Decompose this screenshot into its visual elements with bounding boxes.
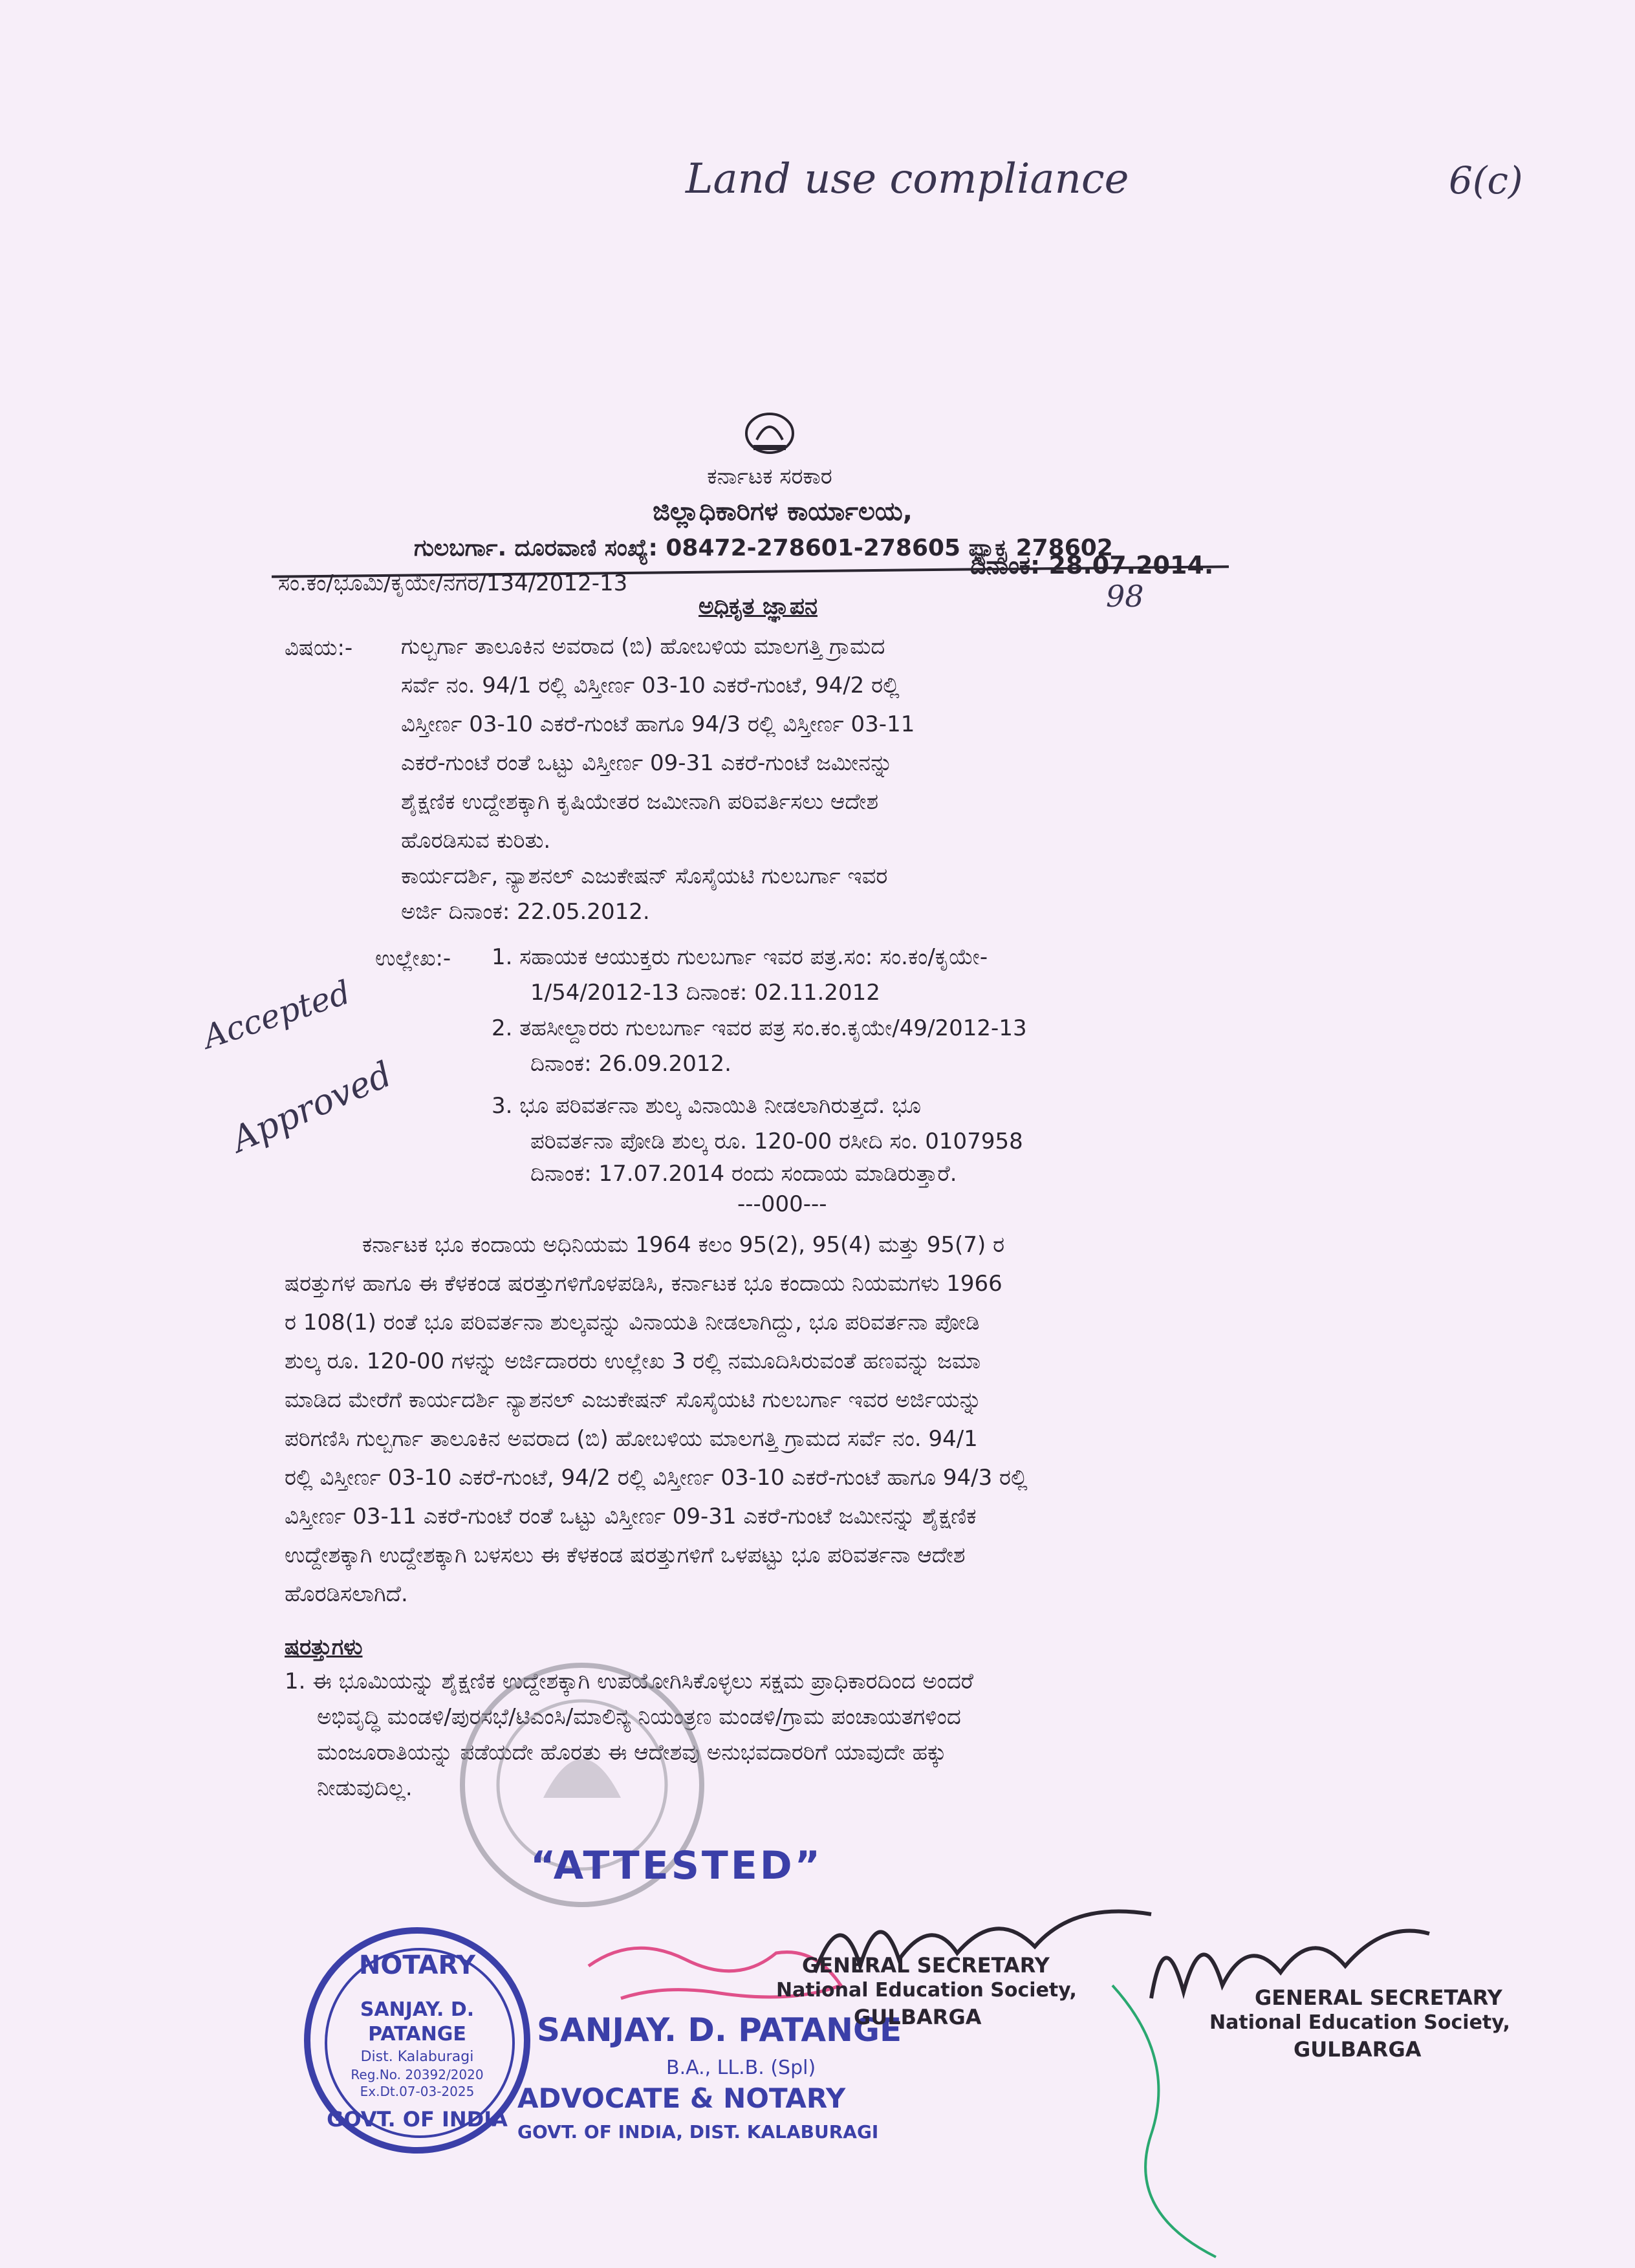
handwritten-side-note: Accepted <box>198 973 355 1056</box>
references-label: ಉಲ್ಲೇಖ:- <box>375 945 451 971</box>
condition-line: 1. ಈ ಭೂಮಿಯನ್ನು ಶೈಕ್ಷಣಿಕ ಉದ್ದೇಶಕ್ಕಾಗಿ ಉಪಯೋಗಿಸಿಕೊಳ್ಳಲು ಸಕ್ಷಮ ಪ್ರಾಧಿಕಾರದಿಂದ ಅಂದರೆ <box>285 1669 974 1694</box>
notary-title: ADVOCATE & NOTARY <box>517 2082 846 2114</box>
condition-line: ಮಂಜೂರಾತಿಯನ್ನು ಪಡೆಯದೇ ಹೊರತು ಈ ಆದೇಶವು ಅನುಭವದಾರರಿಗೆ ಯಾವುದೇ ಹಕ್ಕು <box>317 1740 947 1766</box>
notary-govt: GOVT. OF INDIA, DIST. KALABURAGI <box>517 2121 879 2143</box>
condition-line: ಅಭಿವೃದ್ಧಿ ಮಂಡಳಿ/ಪುರಸಭೆ/ಟಿಎಂಸಿ/ಮಾಲಿನ್ಯ ನಿಯಂತ್ರಣ ಮಂಡಳಿ/ಗ್ರಾಮ ಪಂಚಾಯತಗಳಿಂದ <box>317 1704 961 1730</box>
secretary-city: GULBARGA <box>1294 2037 1422 2062</box>
body-line: ಷರತ್ತುಗಳ ಹಾಗೂ ಈ ಕೆಳಕಂಡ ಷರತ್ತುಗಳಿಗೊಳಪಡಿಸಿ, ಕರ್ನಾಟಕ ಭೂ ಕಂದಾಯ ನಿಯಮಗಳು 1966 <box>285 1271 1002 1297</box>
body-line: ಶುಲ್ಕ ರೂ. 120-00 ಗಳನ್ನು ಅರ್ಜಿದಾರರು ಉಲ್ಲೇಖ 3 ರಲ್ಲಿ ನಮೂದಿಸಿರುವಂತೆ ಹಣವನ್ನು ಜಮಾ <box>285 1348 981 1374</box>
body-line: ಮಾಡಿದ ಮೇರೆಗೆ ಕಾರ್ಯದರ್ಶಿ ನ್ಯಾಶನಲ್ ಎಜುಕೇಷನ್ ಸೊಸೈಯಟಿ ಗುಲಬರ್ಗಾ ಇವರ ಅರ್ಜಿಯನ್ನು <box>285 1387 982 1413</box>
handwritten-header-note: Land use compliance <box>686 155 1129 203</box>
reference-line: 1/54/2012-13 ದಿನಾಂಕ: 02.11.2012 <box>530 980 880 1006</box>
reference-line: 2. ತಹಸೀಲ್ದಾರರು ಗುಲಬರ್ಗಾ ಇವರ ಪತ್ರ ಸಂ.ಕಂ.ಕೃಯೇ/49/2012-13 <box>492 1015 1027 1041</box>
body-line: ಹೊರಡಿಸಲಾಗಿದೆ. <box>285 1581 408 1607</box>
notary-seal-name: PATANGE <box>368 2023 466 2046</box>
secretary-role: GENERAL SECRETARY <box>1255 1985 1502 2010</box>
body-line: ರ 108(1) ರಂತೆ ಭೂ ಪರಿವರ್ತನಾ ಶುಲ್ಕವನ್ನು ವಿನಾಯತಿ ನೀಡಲಾಗಿದ್ದು, ಭೂ ಪರಿವರ್ತನಾ ಪೋಡಿ <box>285 1310 980 1335</box>
subject-line: ವಿಸ್ತೀರ್ಣ 03-10 ಎಕರೆ-ಗುಂಟೆ ಹಾಗೂ 94/3 ರಲ್ಲಿ ವಿಸ್ತೀರ್ಣ 03-11 <box>401 711 915 737</box>
subject-line: ಸರ್ವೆ ನಂ. 94/1 ರಲ್ಲಿ ವಿಸ್ತೀರ್ಣ 03-10 ಎಕರೆ-ಗುಂಟೆ, 94/2 ರಲ್ಲಿ <box>401 673 900 698</box>
letterhead-govt: ಕರ್ನಾಟಕ ಸರಕಾರ <box>707 464 832 490</box>
handwritten-signature-mark: 98 <box>1106 579 1144 614</box>
body-line: ಪರಿಗಣಿಸಿ ಗುಲ್ಬರ್ಗಾ ತಾಲೂಕಿನ ಅವರಾದ (ಬಿ) ಹೋಬಳಿಯ ಮಾಲಗತ್ತಿ ಗ್ರಾಮದ ಸರ್ವೆ ನಂ. 94/1 <box>285 1426 978 1452</box>
reference-line: 1. ಸಹಾಯಕ ಆಯುಕ್ತರು ಗುಲಬರ್ಗಾ ಇವರ ಪತ್ರ.ಸಂ: ಸಂ.ಕಂ/ಕೃಯೇ- <box>492 944 988 970</box>
subject-line: ಎಕರೆ-ಗುಂಟೆ ರಂತೆ ಒಟ್ಟು ವಿಸ್ತೀರ್ಣ 09-31 ಎಕರೆ-ಗುಂಟೆ ಜಮೀನನ್ನು <box>401 750 893 776</box>
handwritten-side-note: Approved <box>225 1053 398 1160</box>
reference-line: ದಿನಾಂಕ: 17.07.2014 ರಂದು ಸಂದಾಯ ಮಾಡಿರುತ್ತಾರೆ. <box>530 1161 957 1187</box>
letterhead-title: ಅಧಿಕೃತ ಜ್ಞಾಪನ <box>698 593 818 620</box>
secretary-org: National Education Society, <box>1209 2011 1510 2034</box>
notary-seal-bottom: GOVT. OF INDIA <box>327 2107 508 2132</box>
attested-stamp: “ATTESTED” <box>530 1843 823 1888</box>
reference-line: 3. ಭೂ ಪರಿವರ್ತನಾ ಶುಲ್ಕ ವಿನಾಯಿತಿ ನೀಡಲಾಗಿರುತ್ತದೆ. ಭೂ <box>492 1093 922 1119</box>
green-pen-mark <box>1099 1979 1229 2263</box>
handwritten-page-ref: 6(c) <box>1449 158 1523 202</box>
references-separator: ---000--- <box>737 1191 827 1217</box>
body-line: ಉದ್ದೇಶಕ್ಕಾಗಿ ಉದ್ದೇಶಕ್ಕಾಗಿ ಬಳಸಲು ಈ ಕೆಳಕಂಡ ಷರತ್ತುಗಳಿಗೆ ಒಳಪಟ್ಟು ಭೂ ಪರಿವರ್ತನಾ ಆದೇಶ <box>285 1542 966 1568</box>
subject-line: ಅರ್ಜಿ ದಿನಾಂಕ: 22.05.2012. <box>401 899 650 925</box>
subject-line: ಹೊರಡಿಸುವ ಕುರಿತು. <box>401 828 551 854</box>
body-line: ಕರ್ನಾಟಕ ಭೂ ಕಂದಾಯ ಅಧಿನಿಯಮ 1964 ಕಲಂ 95(2), 95(4) ಮತ್ತು 95(7) ರ <box>362 1232 1005 1258</box>
secretary-role: GENERAL SECRETARY <box>802 1953 1050 1978</box>
conditions-heading: ಷರತ್ತುಗಳು <box>285 1634 363 1660</box>
letterhead-ref-no: ಸಂ.ಕಂ/ಭೂಮಿ/ಕೃಯೇ/ನಗರ/134/2012-13 <box>278 570 628 596</box>
secretary-city: GULBARGA <box>854 2005 982 2029</box>
notary-seal-place: Dist. Kalaburagi <box>360 2049 474 2065</box>
notary-seal <box>304 1927 530 2154</box>
notary-seal-name: SANJAY. D. <box>360 1998 475 2021</box>
reference-line: ದಿನಾಂಕ: 26.09.2012. <box>530 1051 731 1077</box>
letterhead-date: ದಿನಾಂಕ: 28.07.2014. <box>970 551 1214 579</box>
notary-seal-top: NOTARY <box>358 1950 476 1980</box>
letterhead-contact: ಗುಲಬರ್ಗಾ. ದೂರವಾಣಿ ಸಂಖ್ಯೆ: 08472-278601-278605 ಫ್ಯಾಕ್ಸ 278602 <box>414 535 1113 561</box>
subject-line: ಕಾರ್ಯದರ್ಶಿ, ನ್ಯಾಶನಲ್ ಎಜುಕೇಷನ್ ಸೊಸೈಯಟಿ ಗುಲಬರ್ಗಾ ಇವರ <box>401 863 888 889</box>
subject-line: ಗುಲ್ಬರ್ಗಾ ತಾಲೂಕಿನ ಅವರಾದ (ಬಿ) ಹೋಬಳಿಯ ಮಾಲಗತ್ತಿ ಗ್ರಾಮದ <box>401 634 885 660</box>
condition-line: ನೀಡುವುದಿಲ್ಲ. <box>317 1775 413 1801</box>
secretary-org: National Education Society, <box>776 1979 1077 2002</box>
subject-label: ವಿಷಯ:- <box>285 635 353 661</box>
state-emblem-icon <box>737 407 802 459</box>
letterhead-office: ಜಿಲ್ಲಾಧಿಕಾರಿಗಳ ಕಾರ್ಯಾಲಯ, <box>653 497 913 526</box>
reference-line: ಪರಿವರ್ತನಾ ಪೋಡಿ ಶುಲ್ಕ ರೂ. 120-00 ರಸೀದಿ ಸಂ. 0107958 <box>530 1129 1023 1154</box>
notary-qualification: B.A., LL.B. (Spl) <box>666 2057 816 2079</box>
notary-seal-exp: Ex.Dt.07-03-2025 <box>360 2084 475 2099</box>
notary-seal-reg: Reg.No. 20392/2020 <box>351 2067 484 2082</box>
subject-line: ಶೈಕ್ಷಣಿಕ ಉದ್ದೇಶಕ್ಕಾಗಿ ಕೃಷಿಯೇತರ ಜಮೀನಾಗಿ ಪರಿವರ್ತಿಸಲು ಆದೇಶ <box>401 789 879 815</box>
body-line: ರಲ್ಲಿ ವಿಸ್ತೀರ್ಣ 03-10 ಎಕರೆ-ಗುಂಟೆ, 94/2 ರಲ್ಲಿ ವಿಸ್ತೀರ್ಣ 03-10 ಎಕರೆ-ಗುಂಟೆ ಹಾಗೂ 94/3 ರಲ್ಲಿ <box>285 1465 1028 1491</box>
notary-name: SANJAY. D. PATANGE <box>537 2011 902 2049</box>
body-line: ವಿಸ್ತೀರ್ಣ 03-11 ಎಕರೆ-ಗುಂಟೆ ರಂತೆ ಒಟ್ಟು ವಿಸ್ತೀರ್ಣ 09-31 ಎಕರೆ-ಗುಂಟೆ ಜಮೀನನ್ನು ಶೈಕ್ಷಣಿಕ <box>285 1504 977 1529</box>
